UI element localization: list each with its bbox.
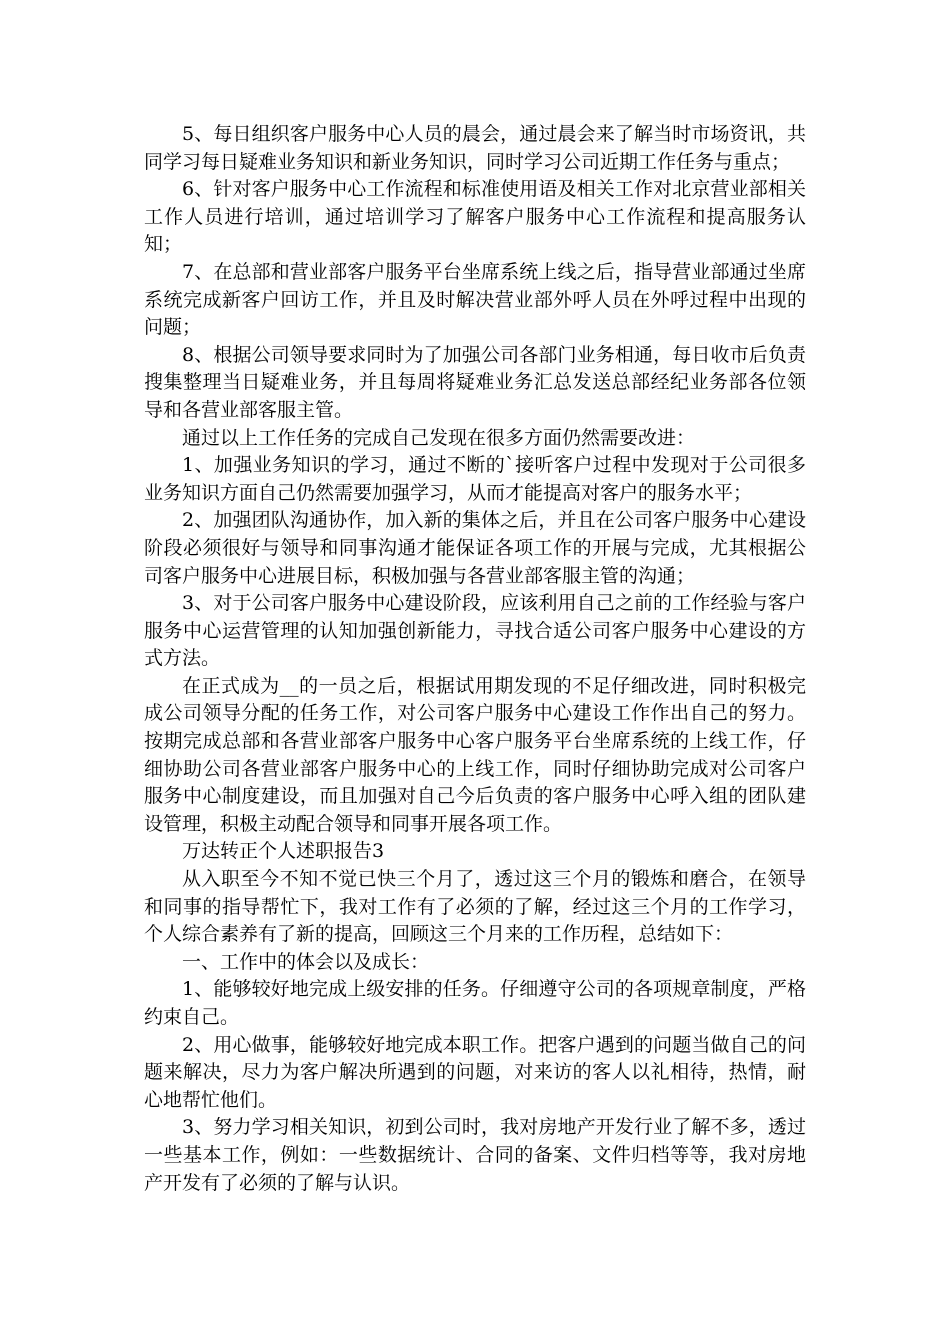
paragraph-experience-1: 1、能够较好地完成上级安排的任务。仔细遵守公司的各项规章制度，严格约束自己。 — [144, 978, 806, 1028]
paragraph-item-7: 7、在总部和营业部客户服务平台坐席系统上线之后，指导营业部通过坐席系统完成新客户回访工作，并且及时解决营业部外呼人员在外呼过程中出现的问题； — [144, 260, 806, 339]
document-body — [144, 121, 806, 1197]
section-heading-report-3: 万达转正个人述职报告3 — [182, 840, 385, 863]
paragraph-report-intro: 从入职至今不知不觉已快三个月了，透过这三个月的锻炼和磨合，在领导和同事的指导帮忙下，我对工作有了必须的了解，经过这三个月的工作学习，个人综合素养有了新的提高，回顾这三个月来的工作历程，总结如下： — [144, 868, 806, 946]
paragraph-future-plan: 在正式成为__的一员之后，根据试用期发现的不足仔细改进，同时积极完成公司领导分配的任务工作，对公司客户服务中心建设工作作出自己的努力。按期完成总部和各营业部客户服务中心客户服务平台坐席系统的上线工作，仔细协助公司各营业部客户服务中心的上线工作，同时仔细协助完成对公司客户服务中心制度建设，而且加强对自己今后负责的客户服务中心呼入组的团队建设管理，积极主动配合领导和同事开展各项工作。 — [144, 674, 806, 835]
paragraph-item-8: 8、根据公司领导要求同时为了加强公司各部门业务相通，每日收市后负责搜集整理当日疑难业务，并且每周将疑难业务汇总发送总部经纪业务部各位领导和各营业部客服主管。 — [144, 343, 806, 421]
paragraph-experience-3: 3、努力学习相关知识，初到公司时，我对房地产开发行业了解不多，透过一些基本工作，例如：一些数据统计、合同的备案、文件归档等等，我对房地产开发有了必须的了解与认识。 — [144, 1116, 806, 1194]
paragraph-improvement-1: 1、加强业务知识的学习，通过不断的`接听客户过程中发现对于公司很多业务知识方面自己仍然需要加强学习，从而才能提高对客户的服务水平； — [144, 454, 806, 504]
paragraph-item-6: 6、针对客户服务中心工作流程和标准使用语及相关工作对北京营业部相关工作人员进行培训，通过培训学习了解客户服务中心工作流程和提高服务认知； — [144, 178, 806, 256]
paragraph-item-5: 5、每日组织客户服务中心人员的晨会，通过晨会来了解当时市场资讯，共同学习每日疑难业务知识和新业务知识，同时学习公司近期工作任务与重点； — [144, 123, 806, 173]
paragraph-experience-2: 2、用心做事，能够较好地完成本职工作。把客户遇到的问题当做自己的问题来解决，尽力为客户解决所遇到的问题，对来访的客人以礼相待，热情，耐心地帮忙他们。 — [144, 1033, 806, 1111]
section-subheading-experience: 一、工作中的体会以及成长： — [182, 950, 430, 973]
paragraph-improvement-2: 2、加强团队沟通协作，加入新的集体之后，并且在公司客户服务中心建设阶段必须很好与领导和同事沟通才能保证各项工作的开展与完成，尤其根据公司客户服务中心进展目标，积极加强与各营业部客服主管的沟通； — [144, 509, 806, 587]
paragraph-improvement-3: 3、对于公司客户服务中心建设阶段，应该利用自己之前的工作经验与客户服务中心运营管理的认知加强创新能力，寻找合适公司客户服务中心建设的方式方法。 — [144, 592, 806, 670]
paragraph-improvement-intro: 通过以上工作任务的完成自己发现在很多方面仍然需要改进： — [182, 426, 696, 449]
